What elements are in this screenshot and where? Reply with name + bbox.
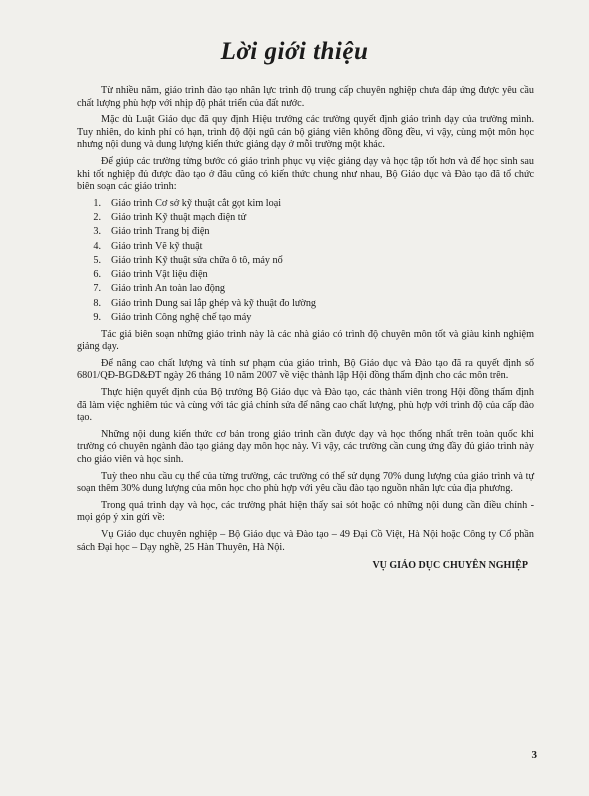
list-item: [77, 283, 534, 296]
paragraph: Tuỳ theo nhu cầu cụ thể của từng trường, các trường có thể sử dụng 70% dung lượng của giáo trình và tự soạn thêm 30% dung lượng của môn học cho phù hợp với yêu cầu đào tạo nguồn nhân lực của địa phương.: [77, 470, 534, 495]
list-number: 9.: [93, 312, 101, 323]
list-item: [77, 255, 534, 268]
list-item: [77, 312, 534, 325]
paragraph: Thực hiện quyết định của Bộ trưởng Bộ Giáo dục và Đào tạo, các thành viên trong Hội đồng thẩm định đã làm việc nghiêm túc và cùng với tác giả chỉnh sửa để nâng cao chất lượng, phù hợp với trình độ của cấp đào tạo.: [77, 386, 534, 424]
list-item: [77, 241, 534, 254]
signature: VỤ GIÁO DỤC CHUYÊN NGHIỆP: [372, 560, 528, 572]
paragraph: Những nội dung kiến thức cơ bản trong giáo trình cần được dạy và học thống nhất trên toàn quốc khi trường có chuyên ngành đào tạo giảng dạy môn học này. Vì vậy, các trường cần cung ứng đầy đủ giáo trình này cho giáo viên và học sinh.: [77, 428, 534, 465]
list-item: [77, 212, 534, 225]
list-number: 7.: [93, 283, 101, 295]
paragraph: Tác giả biên soạn những giáo trình này là các nhà giáo có trình độ chuyên môn tốt và giàu kinh nghiệm giảng dạy.: [77, 328, 534, 353]
page-title: Lời giới thiệu: [220, 38, 369, 65]
paragraph: Để nâng cao chất lượng và tính sư phạm của giáo trình, Bộ Giáo dục và Đào tạo đã ra quyết định số 6801/QĐ-BGD&ĐT ngày 26 tháng 10 năm 2007 về việc thành lập Hội đồng thẩm định cho các môn trên.: [77, 357, 534, 382]
list-item: [77, 226, 534, 239]
list-text: Giáo trình Kỹ thuật mạch điện tử: [111, 212, 247, 224]
paragraph: Trong quá trình dạy và học, các trường phát hiện thấy sai sót hoặc có những nội dung cần điều chỉnh - mọi góp ý xin gửi về:: [77, 499, 534, 524]
body-text: [77, 85, 534, 573]
page-number: 3: [531, 749, 537, 761]
list-text: Giáo trình Dung sai lắp ghép và kỹ thuật đo lường: [111, 297, 317, 309]
list-number: 6.: [93, 269, 101, 281]
list-text: Giáo trình Vẽ kỹ thuật: [111, 240, 203, 252]
list-number: 4.: [93, 240, 101, 252]
paragraph: Từ nhiều năm, giáo trình đào tạo nhân lực trình độ trung cấp chuyên nghiệp chưa đáp ứng được yêu cầu chất lượng phù hợp với nhịp độ phát triển của đất nước.: [77, 85, 534, 109]
list-text: Giáo trình Kỹ thuật sửa chữa ô tô, máy nổ: [111, 254, 283, 266]
address-paragraph: Vụ Giáo dục chuyên nghiệp – Bộ Giáo dục và Đào tạo – 49 Đại Cồ Việt, Hà Nội hoặc Công ty Cổ phần sách Đại học – Dạy nghề, 25 Hàn Thuyên, Hà Nội.: [77, 528, 534, 553]
list-text: Giáo trình An toàn lao động: [111, 283, 226, 295]
list-item: [77, 198, 534, 211]
list-number: 8.: [93, 297, 101, 309]
list-text: Giáo trình Trang bị điện: [111, 226, 210, 238]
list-item: [77, 269, 534, 282]
textbook-list: [77, 198, 534, 325]
list-number: 5.: [93, 254, 101, 266]
list-number: 1.: [93, 197, 101, 209]
list-item: [77, 298, 534, 311]
list-text: Giáo trình Vật liệu điện: [111, 269, 208, 281]
list-text: Giáo trình Cơ sở kỹ thuật cắt gọt kim loại: [111, 197, 282, 209]
list-number: 3.: [93, 226, 101, 238]
paragraph: Mặc dù Luật Giáo dục đã quy định Hiệu trưởng các trường quyết định giáo trình dạy của trường mình. Tuy nhiên, do kinh phí có hạn, trình độ đội ngũ cán bộ giảng viên không đồng đều, vì vậy, cùng một môn học nhưng nội dung và dung lượng kiến thức giảng dạy ở mỗi trường một khác.: [77, 114, 534, 151]
list-text: Giáo trình Công nghệ chế tạo máy: [111, 312, 252, 323]
paragraph: Để giúp các trường từng bước có giáo trình phục vụ việc giảng dạy và học tập tốt hơn và để học sinh sau khi tốt nghiệp đủ được đào tạo ở đâu cũng có kiến thức chung như nhau, Bộ Giáo dục và Đào tạo đã tổ chức biên soạn các giáo trình:: [77, 155, 534, 193]
list-number: 2.: [93, 212, 101, 224]
